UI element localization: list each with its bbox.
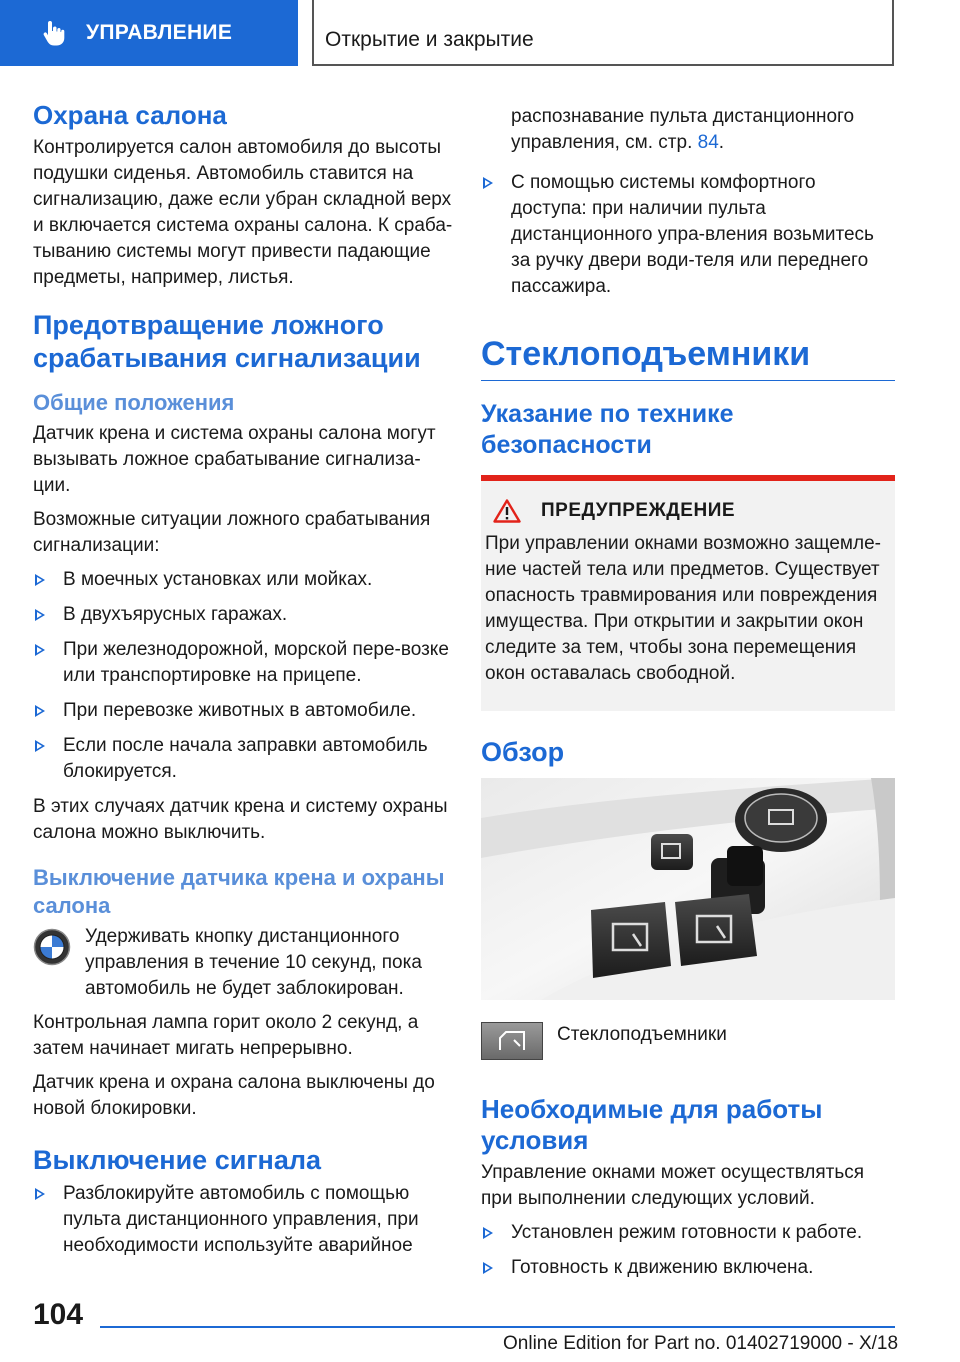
paragraph: В этих случаях датчик крена и систему охраны салона можно выключить. [33,796,448,843]
window-switches-photo [481,778,895,1000]
heading-tilt-off: Выключение датчика крена и охраны салона [33,865,445,918]
footer-rule [100,1326,895,1328]
paragraph: Контрольная лампа горит около 2 секунд, а затем начинает мигать непрерывно. [33,1012,419,1059]
header-divider [312,0,314,66]
warning-box [481,475,895,711]
remote-instruction: Удерживать кнопку дистанционного управления в течение 10 секунд, пока автомобиль не будет заблокирован. [33,924,453,1002]
chapter-title: Открытие и закрытие [325,28,534,51]
list-item: При железнодорожной, морской пере-возке или транспортировке на прицепе. [33,637,453,689]
heading-alarm-off: Выключение сигнала [33,1145,322,1175]
bmw-remote-key-icon [33,928,71,966]
right-column [481,100,895,1290]
heading-rule [481,380,895,381]
warning-triangle-icon [493,499,521,523]
paragraph: Управление окнами может осуществляться при выполнении следующих условий. [481,1162,865,1209]
list-item: В моечных установках или мойках. [33,567,453,593]
triangle-bullet-icon [483,1227,493,1239]
heading-conditions: Необходимые для работы условия [481,1094,823,1155]
section-tab-label: УПРАВЛЕНИЕ [86,21,233,44]
page-header [0,0,960,66]
page-link[interactable]: 84 [697,132,719,153]
triangle-bullet-icon [35,609,45,621]
paragraph: Контролируется салон автомобиля до высоты подушки сиденья. Автомобиль ставится на сигнализацию, даже если убран складной верх и включается система охраны салона. К сраба-тыванию системы могут привести падающие предметы, например, листья. [33,137,453,288]
list-item: С помощью системы комфортного доступа: при наличии пульта дистанционного упра-вления возьмитесь за ручку двери води-теля или переднего пассажира. [481,170,895,300]
heading-safety: Указание по технике безопасности [481,400,734,459]
list-item: Готовность к движению включена. [481,1255,895,1281]
alarm-off-list [33,1181,453,1259]
triangle-bullet-icon [35,705,45,717]
caption [481,1022,895,1060]
conditions-list [481,1220,895,1281]
left-column [33,100,453,1268]
heading-overview: Обзор [481,737,565,767]
header-underline [312,64,894,66]
triangle-bullet-icon [35,574,45,586]
triangle-bullet-icon [35,1188,45,1200]
heading-windows: Стеклоподъемники [481,335,811,373]
section-tab[interactable] [0,0,298,66]
window-lifter-icon [481,1022,543,1060]
paragraph: Возможные ситуации ложного срабатывания сигнализации: [33,509,431,556]
list-item: Разблокируйте автомобиль с помощью пульта дистанционного управления, при необходимости используйте аварийное [33,1181,453,1259]
list-item: Если после начала заправки автомобиль блокируется. [33,733,453,785]
list-item: В двухъярусных гаражах. [33,602,453,628]
page-number: 104 [33,1298,84,1331]
triangle-bullet-icon [35,740,45,752]
paragraph: Датчик крена и система охраны салона могут вызывать ложное срабатывание сигнализа-ции. [33,423,436,496]
list-item: Установлен режим готовности к работе. [481,1220,895,1246]
triangle-bullet-icon [483,1262,493,1274]
comfort-list [481,170,895,300]
header-divider [892,0,894,66]
heading-general: Общие положения [33,390,235,415]
warning-text: При управлении окнами возможно защемле-ние частей тела или предметов. Существует опасность травмирования или повреждения имущества. При открытии и закрытии окон следите за тем, чтобы зона перемещения окон оставалась свободной. [485,533,881,684]
triangle-bullet-icon [483,177,493,189]
hand-pointer-icon [40,19,68,47]
heading-interior-protection: Охрана салона [33,100,227,130]
paragraph-continued: распознавание пульта дистанционного управления, см. стр. 84. [511,106,855,153]
caption-text: Стеклоподъемники [557,1024,727,1045]
list-item: При перевозке животных в автомобиле. [33,698,453,724]
situations-list [33,567,453,785]
heading-false-alarm: Предотвращение ложного срабатывания сигнализации [33,310,421,373]
warning-title: ПРЕДУПРЕЖДЕНИЕ [493,499,881,523]
paragraph: Датчик крена и охрана салона выключены до новой блокировки. [33,1072,435,1119]
triangle-bullet-icon [35,644,45,656]
footer-edition: Online Edition for Part no. 01402719000 - X/18 [503,1333,899,1354]
